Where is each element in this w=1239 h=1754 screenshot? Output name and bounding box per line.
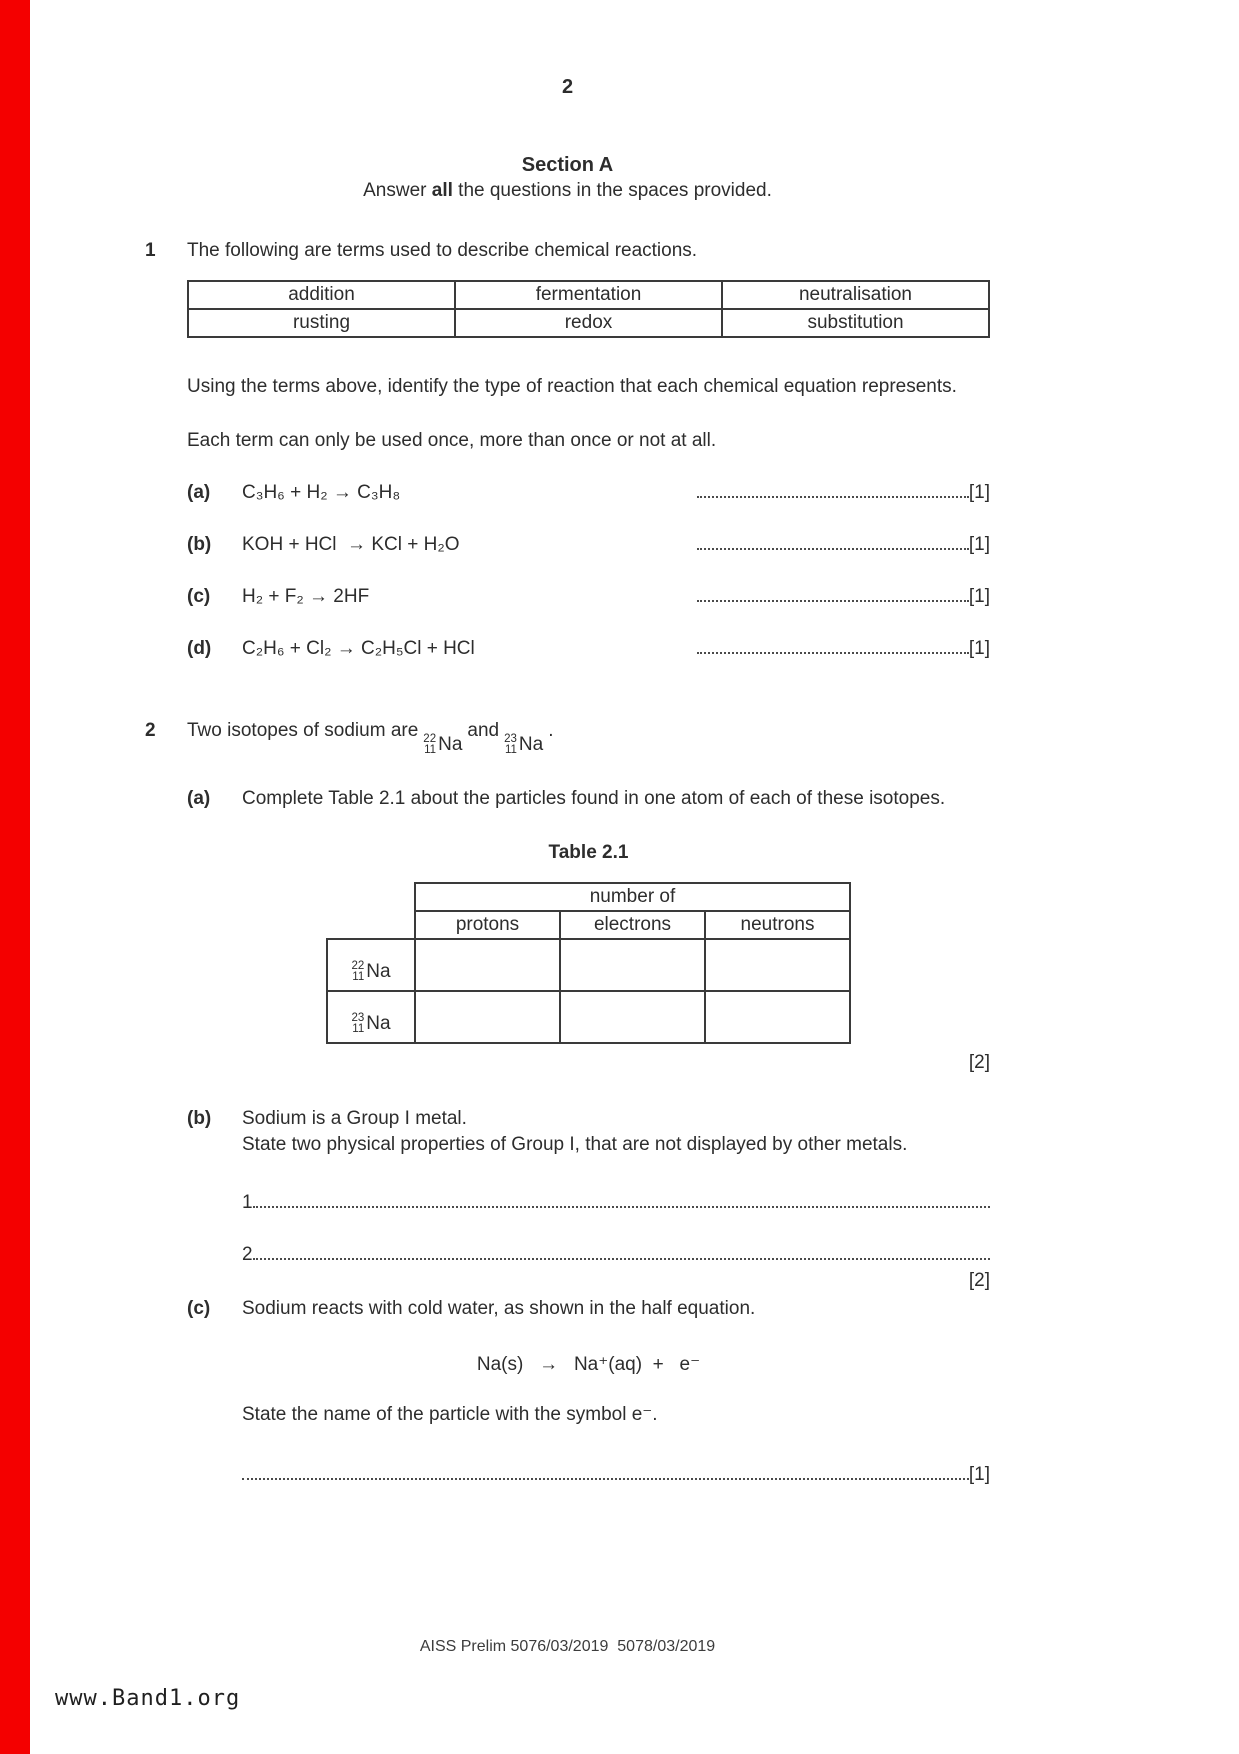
section-header [145,152,990,204]
q2-part-b [187,1106,990,1158]
isotope-na-22 [351,959,390,985]
watermark-url: www.Band1.org [55,1686,241,1711]
terms-table-row [188,309,989,337]
answer-cell-protons-na22 [415,939,560,991]
answer-cell-protons-na23 [415,991,560,1043]
instruction-post: the questions in the spaces provided. [452,180,772,201]
part-label: (b) [187,534,212,555]
row-label-na22 [327,939,415,991]
terms-table-row [188,281,989,309]
answer-cell-neutrons-na23 [705,991,850,1043]
q2a-text: Complete Table 2.1 about the particles found in one atom of each of these isotopes. [242,788,946,809]
mass-number: 22 [351,960,365,972]
answer-number: 2 [242,1244,253,1265]
element-symbol: Na [518,734,544,755]
equation-d: C₂H₆ + Cl₂ → C₂H₅Cl + HCl [242,638,475,659]
q2b-answers [187,1190,990,1268]
isotope-na-23 [504,732,543,758]
atomic-number: 11 [352,1023,365,1035]
marks-badge: [1] [968,586,990,607]
red-margin-strip [0,0,30,1754]
question-2-body [187,718,990,1488]
q2b-answer-line-2 [242,1242,990,1268]
term-cell: substitution [722,309,989,337]
q2b-line2: State two physical properties of Group I, that are not displayed by other metals. [242,1134,908,1155]
question-2 [145,718,990,1488]
marks-badge: [1] [968,1464,990,1485]
marks-badge: [1] [968,638,990,659]
table-2-1 [326,882,851,1044]
terms-table [187,280,990,338]
isotope-prescripts [423,734,436,756]
mass-number: 23 [351,1012,365,1024]
section-title: Section A [521,154,614,176]
q2-intro-and: and [467,720,500,741]
question-2-number: 2 [145,720,156,741]
element-symbol: Na [366,961,391,982]
col-header-electrons: electrons [560,911,705,939]
answer-cell-electrons-na22 [560,939,705,991]
part-label: (c) [187,1298,211,1319]
question-2-intro [187,718,990,758]
equation-a: C₃H₆ + H₂ → C₃H₈ [242,482,401,503]
equation-c: H₂ + F₂ → 2HF [242,586,370,607]
term-cell: addition [188,281,455,309]
q2c-prompt-wrap [187,1402,990,1488]
footer-paper-code: AISS Prelim 5076/03/2019 5078/03/2019 [419,1638,716,1655]
isotope-prescripts [351,1013,364,1035]
table-2-1-caption: Table 2.1 [548,842,629,863]
answer-line [697,590,969,602]
q2-intro-period: . [548,720,554,741]
question-1-rule: Each term can only be used once, more than once or not at all. [187,430,717,451]
q2-intro-text: Two isotopes of sodium are [187,720,419,741]
term-cell: redox [455,309,722,337]
mass-number: 23 [504,733,517,745]
answer-cell-neutrons-na22 [705,939,850,991]
q1-part-a [187,480,990,506]
equation-b: KOH + HCl → KCl + H₂O [242,534,460,555]
section-instruction [145,178,990,204]
part-label: (d) [187,638,212,659]
atomic-number: 11 [424,744,437,756]
part-label: (a) [187,788,211,809]
question-1-intro: The following are terms used to describe chemical reactions. [187,240,698,261]
marks-badge: [1] [968,482,990,503]
part-label: (b) [187,1108,212,1129]
answer-line [253,1196,990,1208]
answer-line [697,486,969,498]
marks-badge: [2] [968,1052,990,1073]
q2c-answer-line [242,1462,990,1488]
half-equation: Na(s) → Na⁺(aq) + e⁻ [476,1354,701,1375]
marks-badge: [2] [968,1270,990,1291]
instruction-pre: Answer [363,180,432,201]
answer-line [242,1468,969,1480]
q2b-line1: Sodium is a Group I metal. [242,1108,467,1129]
page-content [145,0,990,1488]
q1-part-c [187,584,990,610]
page-number: 2 [561,76,574,98]
q2-part-c [187,1296,990,1322]
part-label: (c) [187,586,211,607]
isotope-na-23 [351,1011,390,1037]
answer-line [697,538,969,550]
answer-cell-electrons-na23 [560,991,705,1043]
table21-blank-corner [327,883,415,939]
q2b-answer-line-1 [242,1190,990,1216]
question-1 [145,238,990,662]
term-cell: rusting [188,309,455,337]
q2-part-a [187,786,990,812]
element-symbol: Na [438,734,463,755]
table21-row-na22 [327,939,850,991]
answer-line [253,1248,990,1260]
table21-row-na23 [327,991,850,1043]
q1-part-b [187,532,990,558]
marks-badge: [1] [968,534,990,555]
question-1-body [187,238,990,662]
table21-group-header: number of [415,883,850,911]
answer-line [697,642,969,654]
col-header-neutrons: neutrons [705,911,850,939]
element-symbol: Na [366,1013,391,1034]
col-header-protons: protons [415,911,560,939]
row-label-na23 [327,991,415,1043]
table21-group-header-row [327,883,850,911]
question-1-instruction: Using the terms above, identify the type of reaction that each chemical equation represents. [187,376,957,397]
question-1-number: 1 [145,240,156,261]
q2c-prompt: State the name of the particle with the symbol e⁻. [242,1404,658,1425]
mass-number: 22 [423,733,437,745]
q1-part-d [187,636,990,662]
term-cell: neutralisation [722,281,989,309]
atomic-number: 11 [504,744,517,756]
answer-number: 1 [242,1192,253,1213]
q2c-text: Sodium reacts with cold water, as shown in the half equation. [242,1298,756,1319]
atomic-number: 11 [352,971,365,983]
part-label: (a) [187,482,211,503]
instruction-bold: all [431,180,453,201]
q2b-text [242,1106,990,1158]
isotope-prescripts [351,961,364,983]
isotope-prescripts [504,734,517,756]
term-cell: fermentation [455,281,722,309]
isotope-na-22 [423,732,462,758]
